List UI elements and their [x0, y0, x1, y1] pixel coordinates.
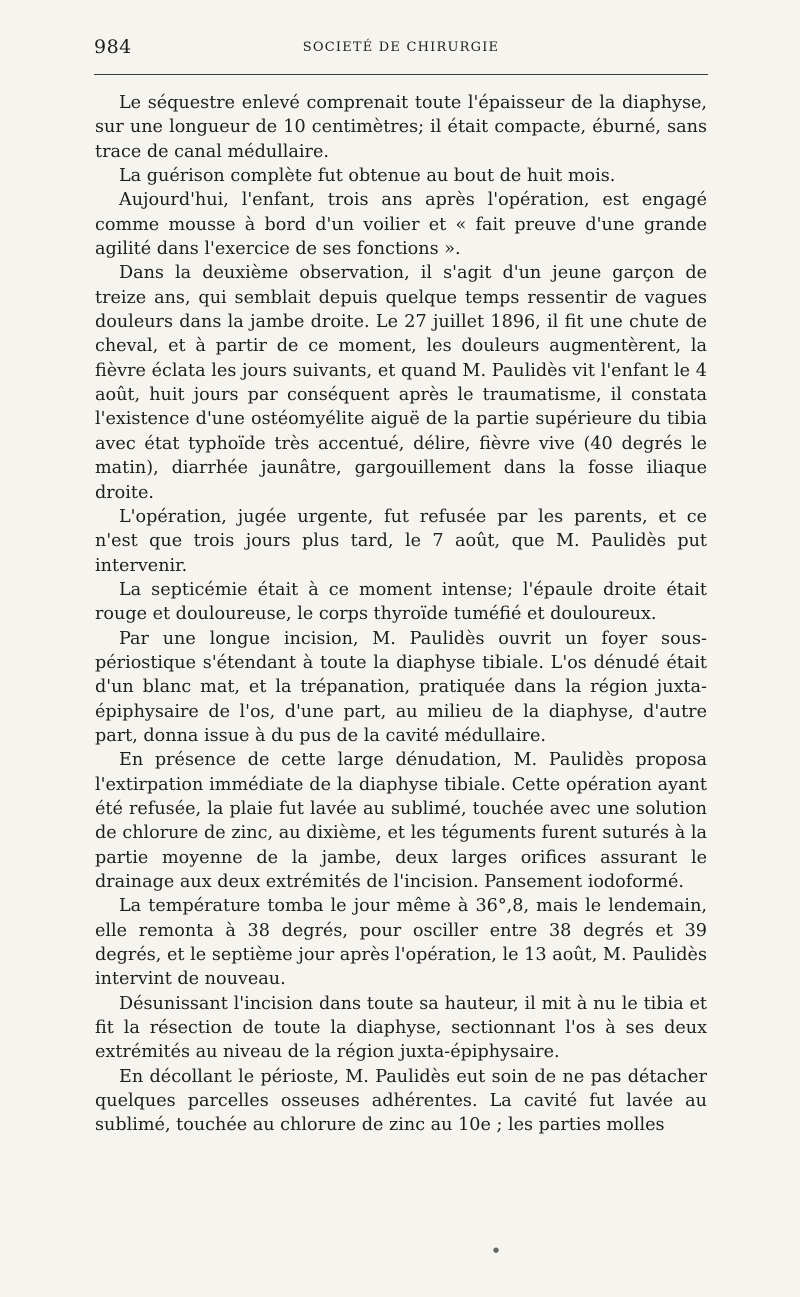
paragraph-sequestre: Le séquestre enlevé comprenait toute l'épaisseur de la diaphyse, sur une longueur de 10 centimètres; il était compacte, éburné, sans trace de canal médullaire. — [95, 93, 707, 162]
paragraph-denudation: En présence de cette large dénudation, M. Paulidès proposa l'extirpation immédiate de la diaphyse tibiale. Cette opération ayant été refusée, la plaie fut lavée au sublimé, touchée avec une solution de chlorure de zinc, au dixième, et les téguments furent suturés à la partie moyenne de la jambe, deux larges orifices assurant le drainage aux deux extrémités de l'incision. Pansement iodoformé. — [95, 750, 707, 892]
paragraph-desunissant: Désunissant l'incision dans toute sa hauteur, il mit à nu le tibia et fit la résection de toute la diaphyse, sectionnant l'os à ses deux extrémités au niveau de la région juxta-épiphysaire. — [95, 993, 707, 1063]
ink-speck: ● — [493, 1246, 500, 1254]
paragraph-deuxieme-observation: Dans la deuxième observation, il s'agit d'un jeune garçon de treize ans, qui semblait depuis quelque temps ressentir de vagues douleurs dans la jambe droite. Le 27 juillet 1896, il fit une chute de cheval, et à partir de ce moment, les douleurs augmentèrent, la fièvre éclata les jours suivants, et quand M. Paulidès vit l'enfant le 4 août, huit jours par conséquent après le traumatisme, il constata l'existence d'une ostéomyélite aiguë de la partie supérieure du tibia avec état typhoïde très accentué, délire, fièvre vive (40 degrés le matin), diarrhée jaunâtre, gargouillement dans la fosse iliaque droite. — [95, 263, 707, 503]
running-head — [94, 36, 708, 64]
paragraph-septicemie: La septicémie était à ce moment intense; l'épaule droite était rouge et douloureuse, le corps thyroïde tuméfié et douloureux. — [95, 579, 707, 625]
body-text — [95, 91, 707, 1138]
paragraph-operation-refusee: L'opération, jugée urgente, fut refusée par les parents, et ce n'est que trois jours plus tard, le 7 août, que M. Paulidès put intervenir. — [95, 506, 707, 576]
paragraph-guerison: La guérison complète fut obtenue au bout de huit mois. — [119, 166, 616, 187]
paragraph-incision: Par une longue incision, M. Paulidès ouvrit un foyer sous-périostique s'étendant à toute la diaphyse tibiale. L'os dénudé était d'un blanc mat, et la trépanation, pratiquée dans la région juxta-épiphysaire de l'os, d'une part, au milieu de la diaphyse, d'autre part, donna issue à du pus de la cavité médullaire. — [95, 628, 707, 746]
paragraph-decollant: En décollant le périoste, M. Paulidès eut soin de ne pas détacher quelques parcelles osseuses adhérentes. La cavité fut lavée au sublimé, touchée au chlorure de zinc au 10e ; les parties molles — [95, 1066, 707, 1136]
paragraph-aujourdhui: Aujourd'hui, l'enfant, trois ans après l'opération, est engagé comme mousse à bord d'un voilier et « fait preuve d'une grande agilité dans l'exercice de ses fonctions ». — [95, 190, 707, 260]
page-number: 984 — [94, 36, 132, 58]
paragraph-temperature: La température tomba le jour même à 36°,8, mais le lendemain, elle remonta à 38 degrés, pour osciller entre 38 degrés et 39 degrés, et le septième jour après l'opération, le 13 août, M. Paulidès intervint de nouveau. — [95, 896, 707, 990]
running-title: SOCIETÉ DE CHIRURGIE — [302, 40, 500, 55]
header-rule — [94, 74, 708, 75]
